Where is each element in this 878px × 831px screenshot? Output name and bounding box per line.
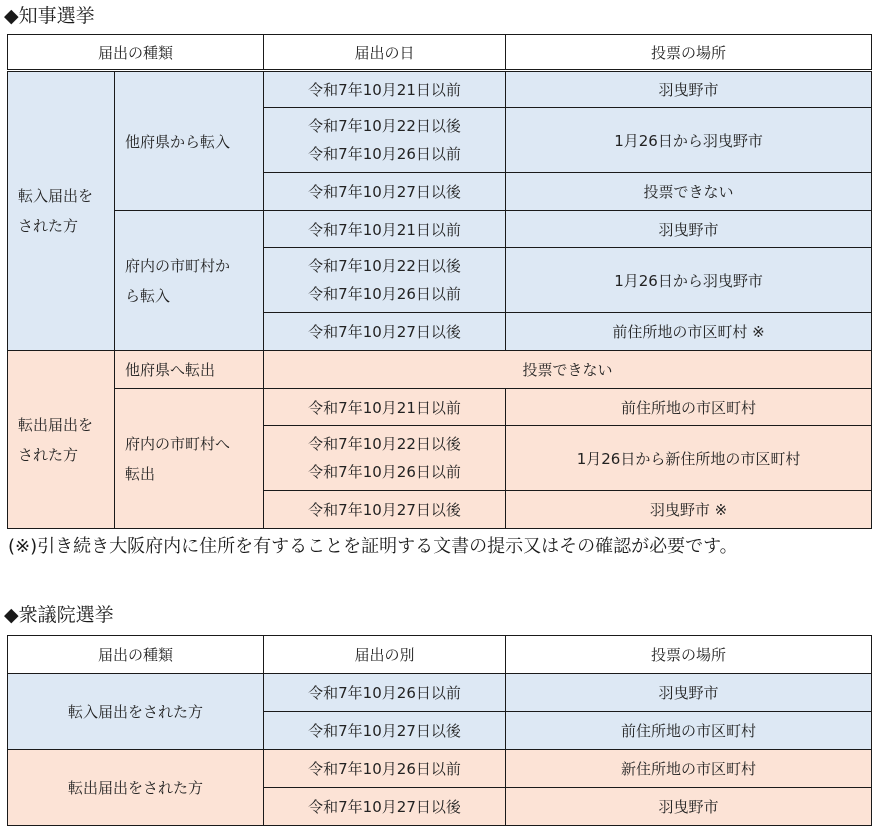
date-line: 令和7年10月22日以後 [308,435,461,453]
lower-house-election-title: ◆衆議院選挙 [4,604,114,626]
date-cell: 令和7年10月27日以後 [264,788,506,826]
group-label: された方 [18,445,79,464]
table-row [8,211,872,248]
date-cell: 令和7年10月26日以前 [264,674,506,712]
place-cell: 羽曳野市 [506,71,872,108]
date-line: 令和7年10月22日以後 [308,117,461,135]
date-cell: 令和7年10月27日以後 [264,173,506,211]
subgroup-to-other-prefecture: 他府県へ転出 [115,351,264,389]
date-cell: 令和7年10月21日以前 [264,71,506,108]
date-cell [264,248,506,313]
date-cell: 令和7年10月27日以後 [264,313,506,351]
header-row [8,636,872,674]
date-line: 令和7年10月26日以前 [308,285,461,303]
table-row [8,674,872,712]
date-cell [264,426,506,491]
header-notification-date: 届出の日 [264,35,506,71]
group-label: 転出届出を [18,415,94,434]
place-cell: 新住所地の市区町村 [506,750,872,788]
place-cell: 前住所地の市区町村 [506,389,872,426]
header-notification-kind: 届出の別 [264,636,506,674]
subgroup-label: 他府県から転入 [125,132,231,151]
governor-election-title: ◆知事選挙 [4,5,95,27]
merged-place-cell: 投票できない [264,351,872,389]
subgroup-label: 府内の市町村か [125,256,231,275]
table-row [8,750,872,788]
group-label: 転入届出を [18,187,94,205]
subgroup-to-within-prefecture [115,389,264,529]
date-cell: 令和7年10月21日以前 [264,211,506,248]
subgroup-from-other-prefecture [115,71,264,211]
place-cell: 前住所地の市区町村 ※ [506,313,872,351]
lower-house-election-table [7,635,872,826]
date-cell [264,108,506,173]
subgroup-label: 転出 [125,464,156,483]
date-line: 令和7年10月22日以後 [308,257,461,275]
header-voting-place: 投票の場所 [506,636,872,674]
table-row [8,389,872,426]
place-cell: 1月26日から羽曳野市 [506,108,872,173]
place-cell: 羽曳野市 ※ [506,491,872,529]
footnote: (※)引き続き大阪府内に住所を有することを証明する文書の提示又はその確認が必要です。 [8,536,738,557]
governor-election-table [7,34,872,529]
header-notification-type: 届出の種類 [8,35,264,71]
date-cell: 令和7年10月21日以前 [264,389,506,426]
group-move-out [8,351,115,529]
date-cell: 令和7年10月27日以後 [264,491,506,529]
subgroup-label: 府内の市町村へ [125,434,231,453]
place-cell: 1月26日から新住所地の市区町村 [506,426,872,491]
group-label: された方 [18,217,79,235]
date-line: 令和7年10月26日以前 [308,145,461,163]
date-line: 令和7年10月26日以前 [308,463,461,481]
group-move-out: 転出届出をされた方 [8,750,264,826]
place-cell: 投票できない [506,173,872,211]
table-row [8,71,872,108]
place-cell: 1月26日から羽曳野市 [506,248,872,313]
place-cell: 前住所地の市区町村 [506,712,872,750]
place-cell: 羽曳野市 [506,788,872,826]
group-move-in [8,71,115,351]
subgroup-from-within-prefecture [115,211,264,351]
date-cell: 令和7年10月26日以前 [264,750,506,788]
subgroup-label: ら転入 [125,286,171,305]
header-voting-place: 投票の場所 [506,35,872,71]
table-row [8,351,872,389]
place-cell: 羽曳野市 [506,674,872,712]
place-cell: 羽曳野市 [506,211,872,248]
header-notification-type: 届出の種類 [8,636,264,674]
date-cell: 令和7年10月27日以後 [264,712,506,750]
group-move-in: 転入届出をされた方 [8,674,264,750]
